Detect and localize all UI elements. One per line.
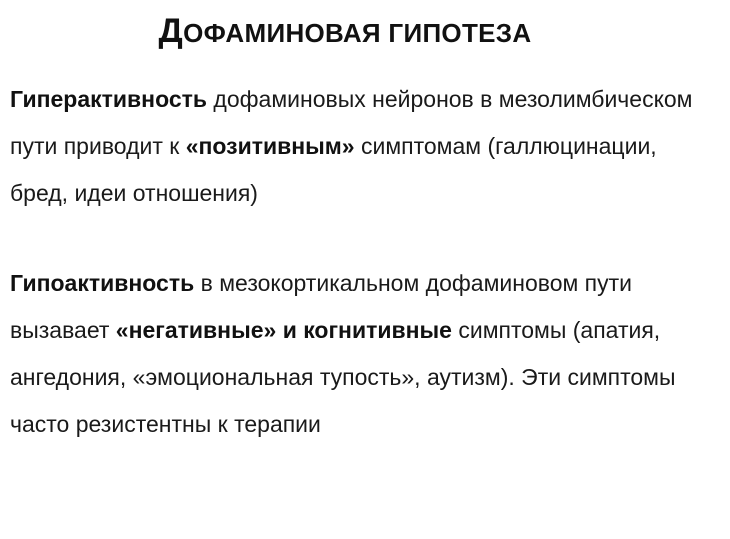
- paragraph-hyperactivity: [10, 76, 710, 217]
- slide-title: [0, 12, 690, 51]
- paragraph-text: дофаминовых нейронов в мезолимбическом пути приводит к: [10, 86, 693, 159]
- paragraph-text: симптомам (галлюцинации, бред, идеи отношения): [10, 133, 657, 206]
- term-hyperactivity: Гиперактивность: [10, 86, 208, 112]
- title-rest: ОФАМИНОВАЯ ГИПОТЕЗА: [183, 18, 532, 48]
- term-hypoactivity: Гипоактивность: [10, 270, 195, 296]
- term-negative-cognitive: «негативные» и когнитивные: [115, 317, 452, 343]
- term-positive: «позитивным»: [185, 133, 355, 159]
- paragraph-text: симптомы (апатия, ангедония, «эмоциональная тупость», аутизм). Эти симптомы часто резистентны к терапии: [10, 317, 676, 437]
- title-first-letter: Д: [158, 12, 184, 50]
- paragraph-text: в мезокортикальном дофаминовом пути вызавает: [10, 270, 633, 343]
- paragraph-hypoactivity: [10, 260, 710, 448]
